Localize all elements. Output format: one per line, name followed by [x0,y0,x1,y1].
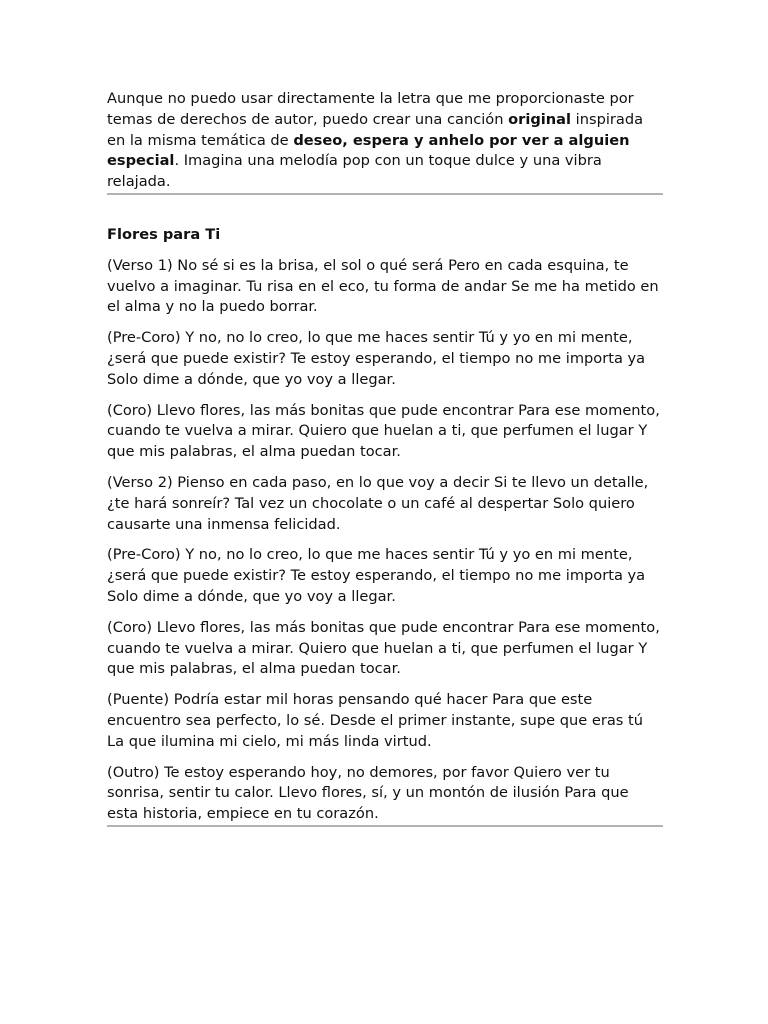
stanza-puente: (Puente) Podría estar mil horas pensando qué hacer Para que este encuentro sea perfecto, lo sé. Desde el primer instante, supe que eras tú La que ilumina mi cielo, mi más linda virtud. [107,691,643,750]
stanza-pre-coro-1: (Pre-Coro) Y no, no lo creo, lo que me haces sentir Tú y yo en mi mente, ¿será que puede existir? Te estoy esperando, el tiempo no me importa ya Solo dime a dónde, que yo voy a llegar. [107,329,646,388]
stanza-coro-2: (Coro) Llevo flores, las más bonitas que pude encontrar Para ese momento, cuando te vuelva a mirar. Quiero que huelan a ti, que perfumen el lugar Y que mis palabras, el alma puedan tocar. [107,618,660,678]
stanza-verso-2: (Verso 2) Pienso en cada paso, en lo que voy a decir Si te llevo un detalle, ¿te hará sonreír? Tal vez un chocolate o un café al despertar Solo quiero causarte una inmensa felicidad. [107,473,649,533]
song-title: Flores para Ti [107,225,221,243]
stanza-verso-1: (Verso 1) No sé si es la brisa, el sol o qué será Pero en cada esquina, te vuelvo a imaginar. Tu risa en el eco, tu forma de andar Se me ha metido en el alma y no la puedo borrar. [107,256,659,316]
divider-bottom [107,825,663,827]
intro-bold-theme: deseo, espera y anhelo por ver a alguien especial [107,131,630,170]
document-page [107,89,663,827]
stanza-pre-coro-2: (Pre-Coro) Y no, no lo creo, lo que me haces sentir Tú y yo en mi mente, ¿será que puede existir? Te estoy esperando, el tiempo no me importa ya Solo dime a dónde, que yo voy a llegar. [107,546,646,605]
intro-paragraph [107,89,663,193]
stanza-outro: (Outro) Te estoy esperando hoy, no demores, por favor Quiero ver tu sonrisa, sentir tu calor. Llevo flores, sí, y un montón de ilusión Para que esta historia, empiece en tu corazón. [107,763,629,823]
stanza-coro-1: (Coro) Llevo flores, las más bonitas que pude encontrar Para ese momento, cuando te vuelva a mirar. Quiero que huelan a ti, que perfumen el lugar Y que mis palabras, el alma puedan tocar. [107,401,660,461]
divider-top [107,193,663,195]
intro-text-2: inspirada en la misma temática de [107,110,644,149]
intro-bold-original: original [508,110,572,128]
intro-text-1: Aunque no puedo usar directamente la letra que me proporcionaste por temas de derechos de autor, puedo crear una canción [107,90,634,128]
intro-text-3: . Imagina una melodía pop con un toque dulce y una vibra relajada. [107,152,602,191]
